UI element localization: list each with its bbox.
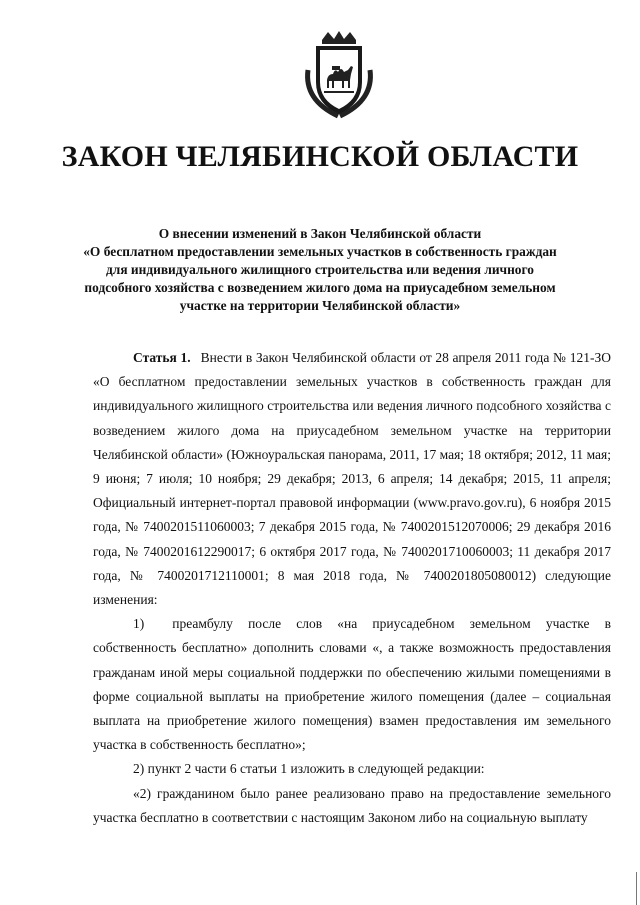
subtitle-line: участке на территории Челябинской области» bbox=[179, 298, 461, 313]
article-heading: Статья 1. bbox=[133, 350, 191, 365]
article-intro: Внести в Закон Челябинской области от 28 апреля 2011 года № 121-ЗО «О бесплатном предоставлении земельных участков в собственность граждан для индивидуального жилищного строительства или ведения личного подсобного хозяйства с возведением жилого дома на приусадебном земельном участке на территории Челябинской области» (Южноуральская панорама, 2011, 17 мая; 18 октября; 2012, 11 мая; 9 июня; 7 июля; 10 ноября; 29 декабря; 2013, 6 апреля; 14 декабря; 2015, 11 апреля; Официальный интернет-портал правовой информации (www.pravo.gov.ru), 6 ноября 2015 года, № 7400201511060003; 7 декабря 2015 года, № 7400201512070006; 29 декабря 2016 года, № 7400201612290017; 6 октября 2017 года, № 7400201710060003; 11 декабря 2017 года, № 7400201712110001; 8 мая 2018 года, № 7400201805080012) следующие изменения: bbox=[93, 350, 612, 608]
law-title: ЗАКОН ЧЕЛЯБИНСКОЙ ОБЛАСТИ bbox=[61, 140, 579, 173]
subtitle-line: для индивидуального жилищного строительства или ведения личного bbox=[106, 262, 534, 277]
subtitle-line: подсобного хозяйства с возведением жилого дома на приусадебном земельном bbox=[84, 280, 556, 295]
article-body bbox=[93, 346, 611, 830]
item-2-paragraph: 2) пункт 2 части 6 статьи 1 изложить в следующей редакции: bbox=[133, 761, 485, 777]
article-1-paragraph bbox=[93, 346, 611, 612]
item-number: 1) bbox=[133, 616, 145, 632]
law-subtitle bbox=[70, 225, 570, 315]
page-edge-line bbox=[636, 872, 637, 905]
item-text: преамбулу после слов «на приусадебном земельном участке в собственность бесплатно» дополнить словами «, а также возможность предоставления гражданам иной меры социальной поддержки по обеспечению жилыми помещениями в форме социальной выплаты на приобретение жилого помещения (далее – социальная выплата на приобретение жилого помещения) взамен предоставления им земельного участка в собственность бесплатно»; bbox=[93, 616, 611, 753]
quote-paragraph: «2) гражданином было ранее реализовано право на предоставление земельного участка бесплатно в соответствии с настоящим Законом либо на социальную выплату bbox=[93, 785, 611, 825]
subtitle-line: «О бесплатном предоставлении земельных участков в собственность граждан bbox=[83, 244, 557, 259]
item-1-paragraph bbox=[93, 612, 611, 757]
subtitle-line: О внесении изменений в Закон Челябинской области bbox=[158, 226, 482, 241]
coat-of-arms-icon bbox=[294, 30, 384, 120]
